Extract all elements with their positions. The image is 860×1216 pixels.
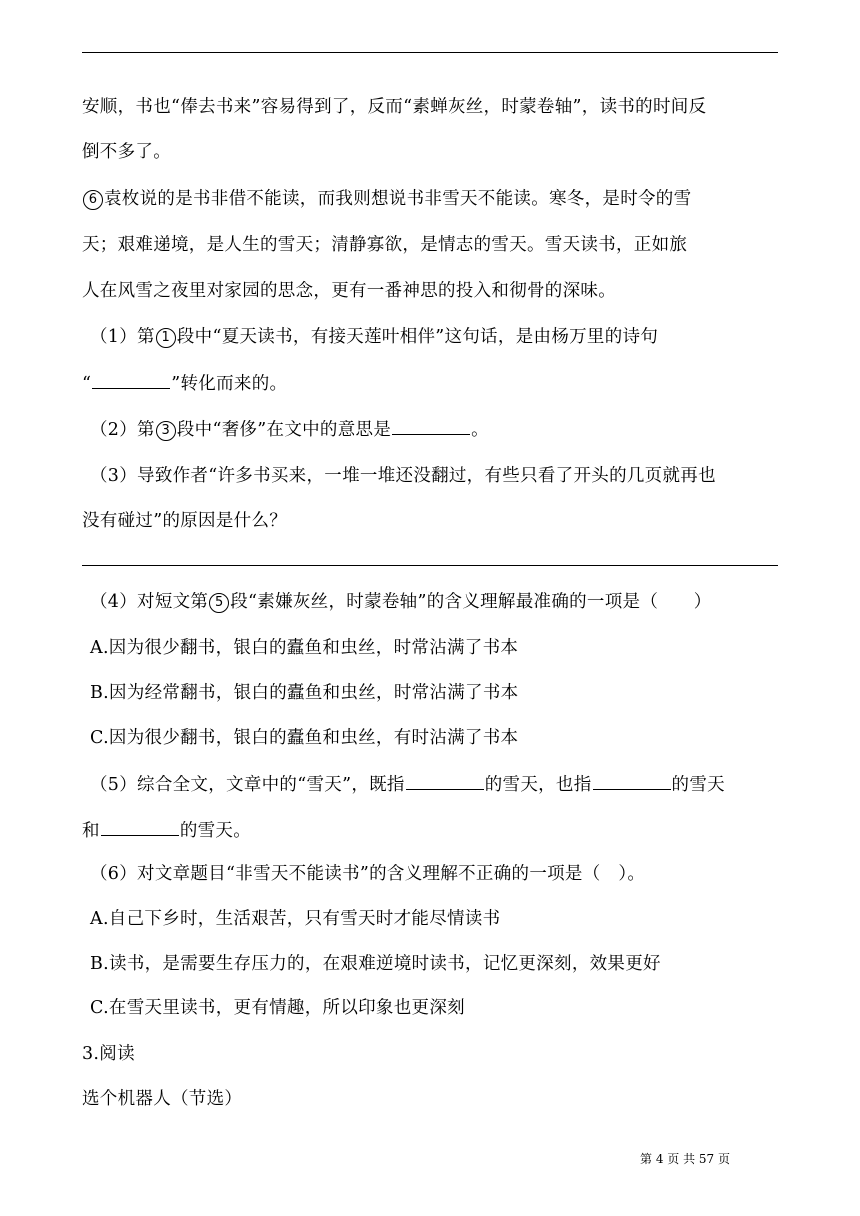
paragraph-number: 5 — [209, 593, 229, 613]
question-4: （4）对短文第 5 段“素嫌灰丝，时蒙卷轴”的含义理解最准确的一项是（ ） — [90, 592, 712, 612]
section-title: 3.阅读 — [82, 1044, 135, 1064]
question-5: （5）综合全文，文章中的“雪天”，既指 的雪天，也指 的雪天 — [90, 772, 790, 797]
answer-blank[interactable] — [392, 417, 470, 435]
paragraph-line: 天；艰难递境，是人生的雪天；清静寡欲，是情志的雪天。雪天读书，正如旅 — [82, 235, 688, 255]
option-a[interactable]: A.自己下乡时，生活艰苦，只有雪天时才能尽情读书 — [90, 909, 501, 929]
option-a[interactable]: A.因为很少翻书，银白的蠹鱼和虫丝，时常沾满了书本 — [90, 638, 519, 658]
question-2: （2）第 3 段中“奢侈”在文中的意思是 。 — [90, 417, 790, 442]
question-5-cont: 和 的雪天。 — [82, 818, 782, 843]
option-b[interactable]: B.因为经常翻书，银白的蠹鱼和虫丝，时常沾满了书本 — [90, 683, 519, 703]
option-c[interactable]: C.在雪天里读书，更有情趣，所以印象也更深刻 — [90, 998, 465, 1018]
paragraph-line: 人在风雪之夜里对家园的思念，更有一番神思的投入和彻骨的深味。 — [82, 281, 616, 301]
paragraph-number: 1 — [156, 328, 176, 348]
answer-line[interactable] — [82, 565, 778, 566]
option-b[interactable]: B.读书，是需要生存压力的，在艰难逆境时读书，记忆更深刻，效果更好 — [90, 954, 661, 974]
paragraph-number: 3 — [156, 421, 176, 441]
page-number: 第 4 页 共 57 页 — [640, 1152, 730, 1166]
answer-blank[interactable] — [92, 371, 170, 389]
question-1-cont: “ ”转化而来的。 — [82, 371, 782, 396]
answer-blank[interactable] — [406, 772, 484, 790]
paragraph-line: 倒不多了。 — [82, 142, 171, 162]
paragraph-number: 6 — [83, 190, 103, 210]
header-rule — [82, 52, 778, 53]
paragraph-6-line: 6 袁枚说的是书非借不能读，而我则想说书非雪天不能读。寒冬，是时令的雪 — [82, 187, 782, 211]
question-1: （1）第 1 段中“夏天读书，有接天莲叶相伴”这句话，是由杨万里的诗句 — [90, 327, 659, 347]
answer-blank[interactable] — [593, 772, 671, 790]
option-c[interactable]: C.因为很少翻书，银白的蠹鱼和虫丝，有时沾满了书本 — [90, 728, 519, 748]
question-3-cont: 没有碰过”的原因是什么？ — [82, 511, 288, 531]
question-6: （6）对文章题目“非雪天不能读书”的含义理解不正确的一项是（ ）。 — [90, 864, 646, 884]
answer-blank[interactable] — [101, 818, 179, 836]
paragraph-line: 安顺，书也“俸去书来”容易得到了，反而“素蝉灰丝，时蒙卷轴”，读书的时间反 — [82, 97, 707, 117]
question-3: （3）导致作者“许多书买来，一堆一堆还没翻过，有些只看了开头的几页就再也 — [90, 466, 716, 486]
passage-title: 选个机器人（节选） — [82, 1089, 243, 1109]
